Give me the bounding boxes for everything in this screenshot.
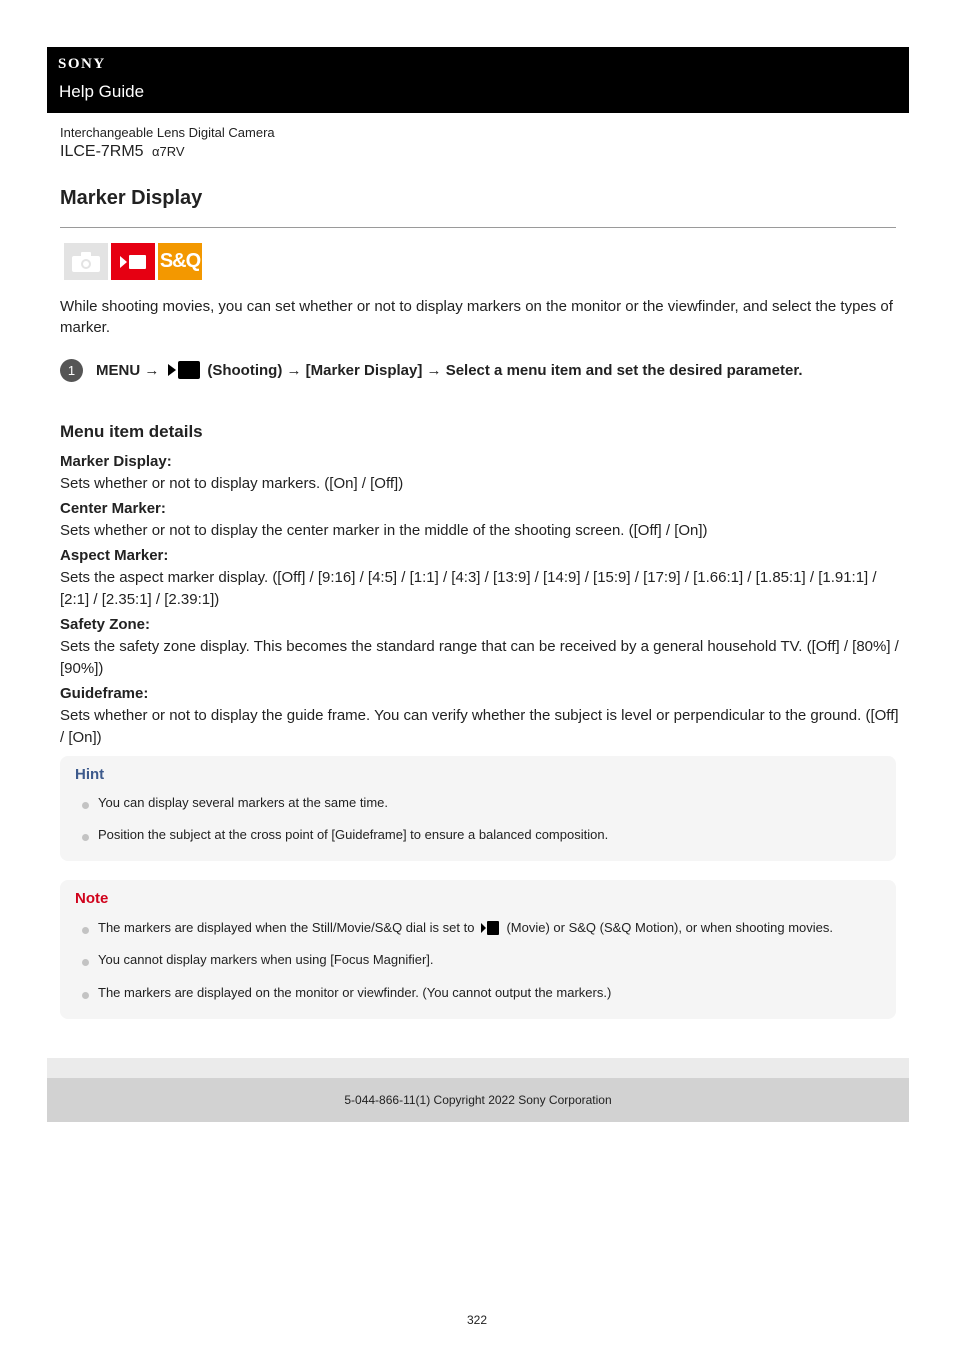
- movie-icon: [480, 920, 500, 936]
- hint-item: [82, 794, 388, 812]
- model-row: [60, 143, 185, 161]
- product-type: Interchangeable Lens Digital Camera: [60, 125, 275, 140]
- desc-aspect-marker: Sets the aspect marker display. ([Off] / [9:16] / [4:5] / [1:1] / [4:3] / [13:9] / [14:9] / [15:9] / [17:9] / [1.66:1] / [1.85:1] / [1.91:1] / [2:1] / [2.35:1] / [2.39:1]): [60, 569, 877, 608]
- step-1: [60, 357, 896, 383]
- step-menu-label: MENU →: [96, 361, 160, 379]
- note-item-text: (Movie) or S&Q (S&Q Motion), or when shooting movies.: [506, 920, 834, 935]
- desc-center-marker: Sets whether or not to display the center marker in the middle of the shooting screen. ([Off] / [On]): [60, 522, 708, 539]
- footer: [47, 1078, 909, 1122]
- desc-safety-zone: Sets the safety zone display. This becomes the standard range that can be received by a general household TV. ([Off] / [80%] / [90%]): [60, 638, 899, 677]
- menu-item-details-heading: Menu item details: [60, 422, 203, 441]
- page-title: Marker Display: [60, 187, 203, 209]
- title-divider: [60, 227, 896, 228]
- sony-logo: SONY: [58, 56, 106, 72]
- term-center-marker: Center Marker:: [60, 500, 166, 517]
- term-guideframe: Guideframe:: [60, 685, 149, 702]
- note-item-text: You cannot display markers when using [Focus Magnifier].: [98, 952, 434, 967]
- note-item-text: The markers are displayed on the monitor or viewfinder. (You cannot output the markers.): [98, 985, 612, 1000]
- bullet-dot-icon: [82, 834, 89, 841]
- desc-marker-display: Sets whether or not to display markers. ([On] / [Off]): [60, 475, 404, 492]
- note-item-text: The markers are displayed when the Still/Movie/S&Q dial is set to: [98, 920, 475, 935]
- bullet-dot-icon: [82, 927, 89, 934]
- help-guide-title: Help Guide: [59, 82, 145, 101]
- hint-item: [82, 826, 608, 844]
- model-alias: α7RV: [152, 144, 185, 159]
- term-safety-zone: Safety Zone:: [60, 616, 151, 633]
- model-name: ILCE-7RM5: [60, 143, 144, 160]
- footer-spacer: [47, 1058, 909, 1078]
- desc-guideframe: Sets whether or not to display the guide frame. You can verify whether the subject is level or perpendicular to the ground. ([Off] / [On]): [60, 707, 899, 746]
- note-item: [82, 951, 434, 969]
- note-item: [82, 919, 833, 937]
- bullet-dot-icon: [82, 992, 89, 999]
- intro-paragraph: While shooting movies, you can set whether or not to display markers on the monitor or the viewfinder, and select the types of marker.: [60, 298, 893, 336]
- still-camera-icon: [64, 243, 108, 280]
- bullet-dot-icon: [82, 959, 89, 966]
- hint-item-text: Position the subject at the cross point of [Guideframe] to ensure a balanced composition.: [98, 827, 609, 842]
- step-number-badge: 1: [60, 359, 83, 382]
- note-item: [82, 984, 611, 1002]
- note-box: [60, 880, 896, 1019]
- hint-box: [60, 756, 896, 861]
- hint-item-text: You can display several markers at the same time.: [98, 795, 388, 810]
- hint-title: Hint: [75, 766, 105, 783]
- term-marker-display: Marker Display:: [60, 453, 172, 470]
- movie-shooting-icon: [167, 360, 201, 380]
- mode-icons: [64, 243, 202, 280]
- s-and-q-icon: S&Q: [158, 243, 202, 280]
- header-bar: [47, 47, 909, 113]
- bullet-dot-icon: [82, 802, 89, 809]
- step-text: (Shooting) → [Marker Display] → Select a menu item and set the desired parameter.: [207, 361, 803, 379]
- page-number: 322: [466, 1313, 488, 1327]
- note-title: Note: [75, 890, 109, 907]
- movie-icon: [111, 243, 155, 280]
- menu-item-details: [60, 451, 900, 749]
- term-aspect-marker: Aspect Marker:: [60, 547, 169, 564]
- copyright-text: 5-044-866-11(1) Copyright 2022 Sony Corporation: [344, 1093, 612, 1107]
